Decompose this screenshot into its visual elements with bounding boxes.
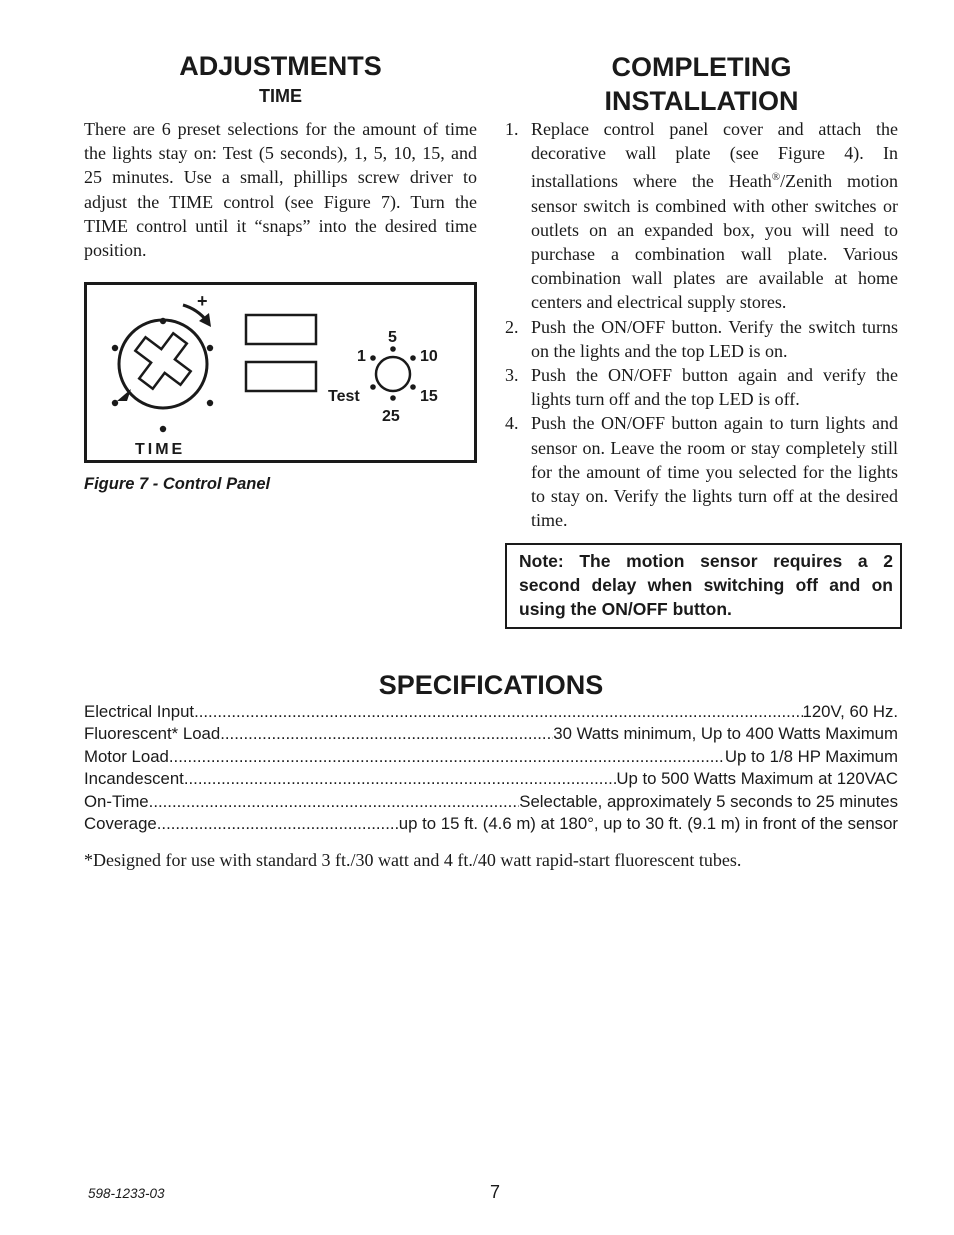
spec-label: Coverage bbox=[84, 813, 157, 833]
leader-dots bbox=[149, 791, 520, 813]
setting-15: 15 bbox=[420, 388, 438, 405]
page-number: 7 bbox=[489, 1182, 500, 1202]
step-number: 3. bbox=[505, 365, 519, 386]
time-subheading: TIME bbox=[259, 86, 302, 106]
top-led-window bbox=[246, 315, 316, 344]
setting-10: 10 bbox=[420, 348, 438, 365]
step-number: 2. bbox=[505, 316, 519, 337]
registered-mark: ® bbox=[771, 171, 781, 184]
bottom-led-window bbox=[246, 362, 316, 391]
list-item bbox=[505, 315, 898, 363]
spec-label: Incandescent bbox=[84, 769, 184, 789]
small-dial bbox=[376, 357, 410, 391]
step-text: Push the ON/OFF button. Verify the switch turns on the lights and the top LED is on. bbox=[531, 316, 898, 361]
table-row bbox=[84, 768, 898, 790]
spec-value: Up to 1/8 HP Maximum bbox=[724, 746, 898, 766]
list-item bbox=[505, 411, 898, 532]
setting-5: 5 bbox=[388, 329, 397, 346]
table-row bbox=[84, 746, 898, 768]
leader-dots bbox=[184, 768, 617, 790]
list-item bbox=[505, 363, 898, 411]
heading-line-1: COMPLETING bbox=[611, 52, 792, 82]
spec-value: up to 15 ft. (4.6 m) at 180°, up to 30 ft. (9.1 m) in front of the sensor bbox=[398, 813, 898, 833]
control-panel-figure bbox=[84, 282, 477, 463]
document-number: 598-1233-03 bbox=[88, 1186, 165, 1201]
spec-value: 120V, 60 Hz. bbox=[802, 702, 898, 721]
step-text: Push the ON/OFF button again to turn lights and sensor on. Leave the room or stay completely still for the amount of time you selected for the lights to stay on. Verify the lights turn off at the desired time. bbox=[531, 413, 898, 531]
table-row bbox=[84, 791, 898, 813]
completing-installation-heading bbox=[505, 50, 898, 118]
time-label: TIME bbox=[135, 441, 186, 458]
specifications-heading: SPECIFICATIONS bbox=[378, 670, 604, 700]
footnote: *Designed for use with standard 3 ft./30 watt and 4 ft./40 watt rapid-start fluorescent tubes. bbox=[84, 850, 742, 870]
leader-dots bbox=[157, 813, 399, 835]
figure-caption: Figure 7 - Control Panel bbox=[84, 475, 271, 493]
step-text: Push the ON/OFF button again and verify the lights turn off and the top LED is off. bbox=[531, 365, 898, 410]
spec-label: Electrical Input bbox=[84, 702, 195, 721]
setting-25: 25 bbox=[382, 408, 400, 425]
plus-sign: + bbox=[197, 291, 208, 311]
table-row bbox=[84, 701, 898, 723]
spec-label: Fluorescent* Load bbox=[84, 724, 221, 744]
step-number: 1. bbox=[505, 119, 519, 139]
control-panel-diagram bbox=[87, 285, 474, 460]
leader-dots bbox=[194, 701, 802, 723]
note-box: Note: The motion sensor requires a 2 second delay when switching off and on using the ON/OFF button. bbox=[505, 543, 902, 629]
list-item bbox=[505, 117, 898, 315]
phillips-screw-icon bbox=[134, 332, 193, 391]
specifications-table bbox=[84, 701, 898, 835]
installation-steps bbox=[505, 117, 898, 532]
adjustments-heading: ADJUSTMENTS bbox=[179, 51, 382, 81]
spec-value: Up to 500 Watts Maximum at 120VAC bbox=[616, 769, 898, 789]
setting-1: 1 bbox=[357, 348, 366, 365]
heading-line-2: INSTALLATION bbox=[604, 86, 799, 116]
step-text-cont: /Zenith motion sensor switch is combined with other switches or outlets on an expanded box, you will need to purchase a combination wall plate. Various combination wall plates are available at home centers and electrical supply stores. bbox=[531, 171, 898, 313]
spec-value: Selectable, approximately 5 seconds to 25 minutes bbox=[519, 791, 898, 811]
table-row bbox=[84, 813, 898, 835]
setting-test: Test bbox=[328, 388, 360, 405]
leader-dots bbox=[169, 746, 725, 768]
spec-label: Motor Load bbox=[84, 746, 169, 766]
step-number: 4. bbox=[505, 413, 519, 434]
table-row bbox=[84, 723, 898, 745]
spec-label: On-Time bbox=[84, 791, 149, 811]
spec-value: 30 Watts minimum, Up to 400 Watts Maximum bbox=[553, 724, 898, 744]
adjustments-body: There are 6 preset selections for the amount of time the lights stay on: Test (5 seconds), 1, 5, 10, 15, and 25 minutes. Use a small, phillips screw driver to adjust the TIME control (see Figure 7). Turn the TIME control until it “snaps” into the desired time position. bbox=[84, 119, 477, 261]
leader-dots bbox=[220, 723, 553, 745]
step-text: Replace control panel cover and attach the decorative wall plate (see Figure 4). In installations where the Heath bbox=[531, 119, 898, 192]
